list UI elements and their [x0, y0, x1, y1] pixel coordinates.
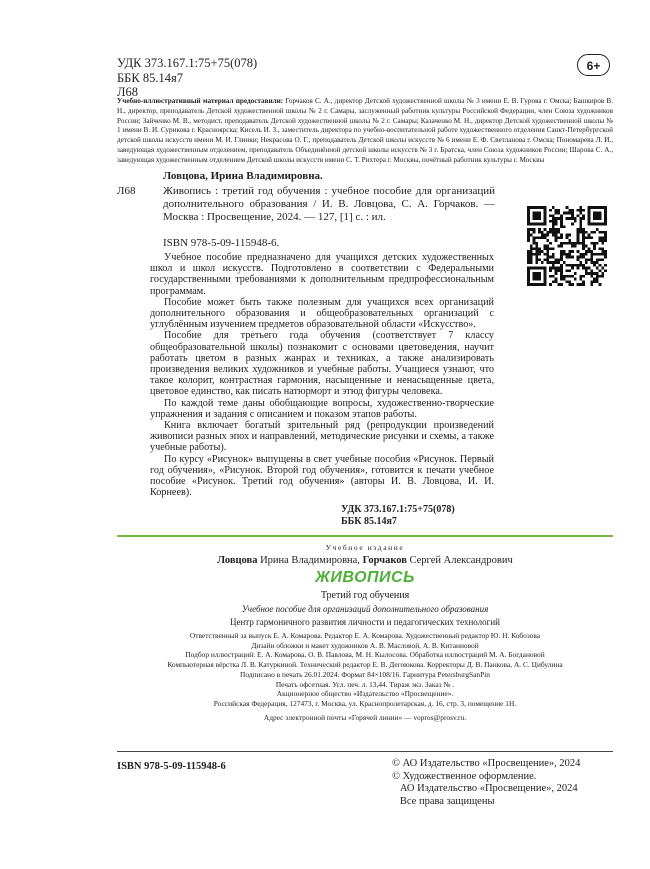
copyright-line: © Художественное оформление. — [392, 770, 537, 782]
footer-isbn: ISBN 978-5-09-115948-6 — [117, 761, 226, 772]
abstract-paragraph: Пособие для третьего года обучения (соответствует 7 классу общеобразовательной школы) познакомит с основами цветоведения, научит работать цветом в разных жанрах и техниках, а также анализировать произведения великих художников и учебные работы. Учащиеся узнают, что такое колорит, контрастная гармония, насыщенные и ненасыщенные цвета, цветовое единство, как писать натюрморт и этюд фигуры человека. — [150, 330, 494, 398]
udk-code-bottom: УДК 373.167.1:75+75(078) — [341, 504, 455, 515]
abstract-paragraph: По каждой теме даны обобщающие вопросы, художественно-творческие упражнения и задания с описанием и показом этапов работы. — [150, 397, 494, 420]
bib-isbn: ISBN 978-5-09-115948-6. — [163, 237, 280, 249]
bbk-code-bottom: ББК 85.14я7 — [341, 516, 397, 527]
abstract-paragraph: По курсу «Рисунок» выпущены в свет учебные пособия «Рисунок. Первый год обучения», «Рисунок. Второй год обучения», готовится к печати учебное пособие «Рисунок. Третий год обучения» (авторы И. В. Ловцова, И. И. Корнеев). — [150, 453, 494, 499]
imprint-line: Печать офсетная. Усл. печ. л. 13,44. Тираж экз. Заказ № . — [275, 679, 455, 689]
imprint — [117, 631, 613, 722]
imprint-line: Подписано в печать 26.01.2024. Формат 84×108/16. Гарнитура PetersburgSanPin — [240, 669, 490, 679]
author2-name: Сергей Александрович — [409, 555, 513, 566]
copyright-line: АО Издательство «Просвещение», 2024 — [392, 783, 578, 794]
imprint-line: Российская Федерация, 127473, г. Москва, ул. Краснопролетарская, д. 16, стр. 3, помещение 1Н. — [213, 698, 517, 708]
classification-footer — [341, 504, 455, 528]
book-year: Третий год обучения — [320, 590, 410, 601]
bib-author: Ловцова, Ирина Владимировна. — [163, 170, 323, 182]
imprint-line: Ответственный за выпуск Е. А. Комарова. Редактор Е. А. Комарова. Художественный редактор Ю. Н. Кобозова — [189, 631, 541, 640]
abstract — [150, 252, 494, 498]
abstract-paragraph: Учебное пособие предназначено для учащихся детских художественных школ и школ искусств. Подготовлено в соответствии с Федеральными государственными требованиями к дополнительным предпрофессиональным программам. — [150, 252, 494, 297]
green-divider — [117, 535, 613, 537]
imprint-line: Компьютерная вёрстка Л. В. Катуркиной. Технический редактор Е. В. Дегоюкова. Корректоры Д. В. Панкова, А. С. Цибулина — [167, 660, 563, 670]
bbk-code: ББК 85.14я7 — [117, 70, 183, 85]
udk-code: УДК 373.167.1:75+75(078) — [117, 56, 258, 70]
classification-header — [117, 56, 257, 100]
imprint-line: Акционерное общество «Издательство «Просвещение». — [276, 689, 454, 699]
copyright-line: © АО Издательство «Просвещение», 2024 — [392, 758, 581, 769]
imprint-line: Подбор иллюстраций: Е. А. Комарова, О. В. Павлова, М. Н. Кылосова. Обработка иллюстраций М. А. Богдановой — [185, 650, 545, 660]
credits-label: Учебно-иллюстративный материал предоставили: — [117, 97, 284, 105]
qr-code — [527, 206, 607, 286]
book-subtitle: Учебное пособие для организаций дополнительного образования — [241, 604, 489, 614]
age-rating-badge: 6+ — [577, 54, 610, 76]
footer-divider — [117, 751, 613, 752]
credits-paragraph — [117, 97, 613, 166]
imprint-line: Адрес электронной почты «Горячей линии» — vopros@prosv.ru. — [263, 712, 467, 722]
credits-text: Горчаков С. А., директор Детской художественной школы № 3 имени Е. В. Гурова г. Омска; Башкиров В. Н., директор, преподаватель Детской художественной школы № 2 г. Самары, заслуженный работник культуры Российской Федерации, член Союза художников России; Зайченко М. В., методист, преподаватель Детской художественной школы № 2 г. Самары; Казаченко М. Н., директор Детской художественной школы № 1 имени В. И. Сурикова г. Красноярска; Кисель И. З., заместитель директора по учебно-воспитательной работе художественного отделения Санкт-Петербургской детской школы искусств имени М. И. Глинки; Некрасова О. Г., преподаватель Детской школы искусств № 6 имени Е. Ф. Светланова г. Омска; Пономарева Л. И., заведующая художественным отделением, преподаватель Объединённой детской школы искусств № 3 г. Братска, член Союза художников России; Шарова С. А., заведующая художественным отделением Детской школы искусств имени С. Т. Рихтера г. Москвы, почётный работник культуры г. Москвы — [117, 97, 614, 164]
imprint-line: Дизайн обложки и макет художников А. В. Масловой, А. В. Китаниовой — [251, 640, 479, 650]
abstract-paragraph: Пособие может быть также полезным для учащихся всех организаций дополнительного образования и общеобразовательных организаций с углублённым изучением предметов образовательной области «Искусство». — [150, 296, 494, 331]
copyright-block — [392, 758, 580, 808]
edition-type: Учебное издание — [325, 543, 405, 552]
edition-authors — [117, 555, 613, 566]
bib-description: Живопись : третий год обучения : учебное пособие для организаций дополнительного образования / И. В. Ловцова, С. А. Горчаков. — Москва : Просвещение, 2024. — 127, [1] с. : ил. — [163, 185, 495, 223]
abstract-paragraph: Книга включает богатый зрительный ряд (репродукции произведений живописи разных эпох и направлений, методические рисунки и схемы, а также учебные работы). — [150, 420, 494, 454]
copyright-line: Все права защищены — [392, 795, 495, 807]
author1-surname: Ловцова — [217, 555, 258, 566]
bib-code: Л68 — [117, 185, 136, 197]
author-code: Л68 — [117, 85, 138, 99]
author1-name: Ирина Владимировна, — [260, 555, 360, 566]
book-title: ЖИВОПИСЬ — [315, 569, 415, 586]
author2-surname: Горчаков — [362, 555, 407, 566]
publisher-center: Центр гармоничного развития личности и педагогических технологий — [230, 617, 500, 627]
